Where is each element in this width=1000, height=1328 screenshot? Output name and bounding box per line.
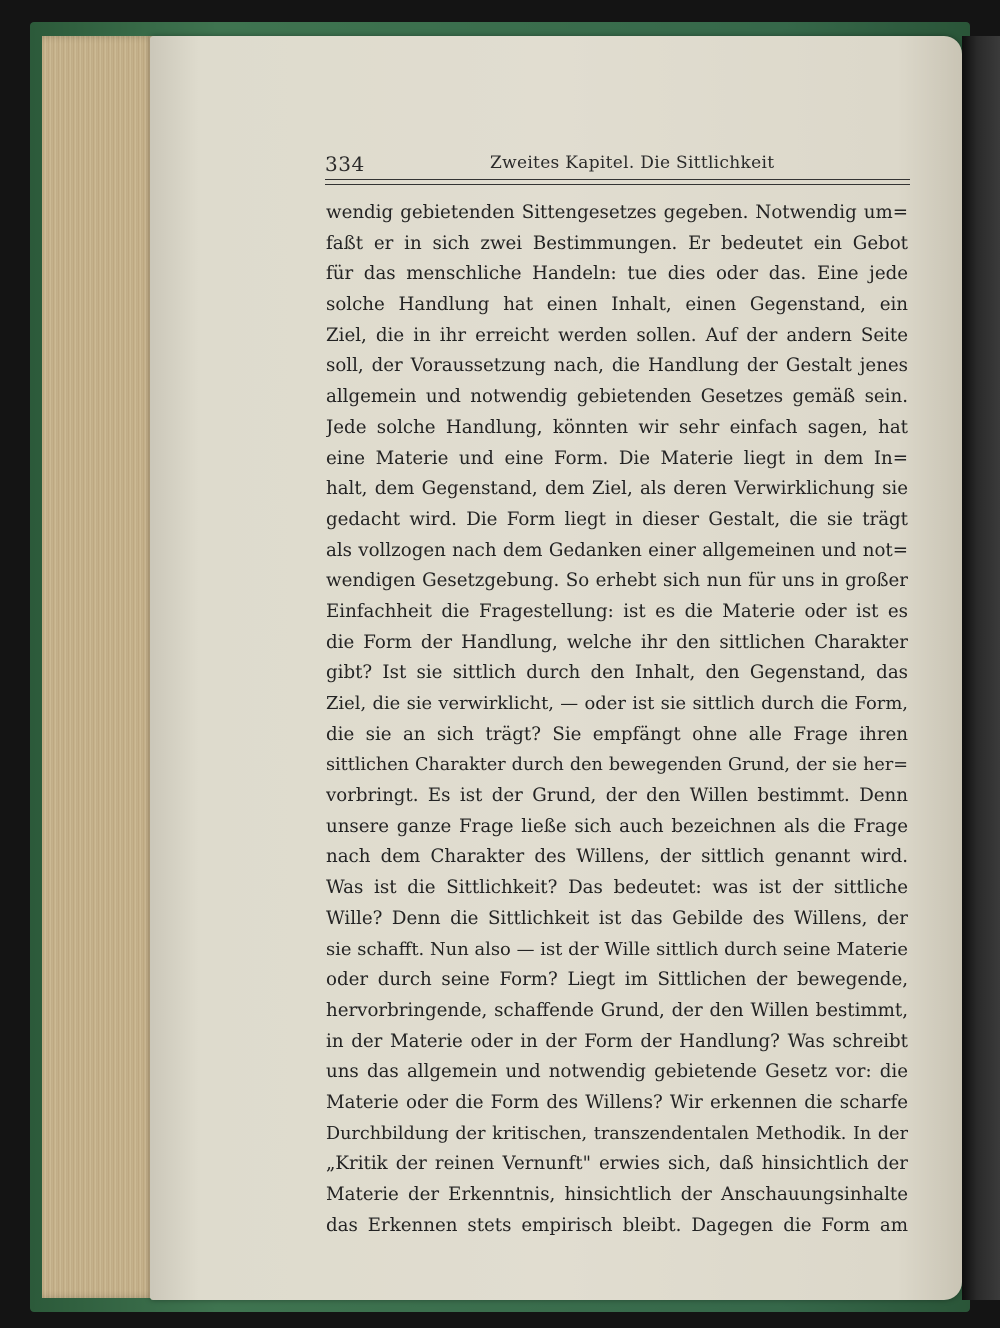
- text-line: vorbringt. Es ist der Grund, der den Willen bestimmt. Denn: [326, 785, 908, 807]
- text-line: hervorbringende, schaffende Grund, der den Willen bestimmt,: [326, 999, 908, 1021]
- text-line: Materie oder die Form des Willens? Wir erkennen die scharfe: [326, 1091, 908, 1113]
- text-line: Was ist die Sittlichkeit? Das bedeutet: was ist der sittliche: [326, 877, 908, 899]
- text-line: in der Materie oder in der Form der Handlung? Was schreibt: [326, 1030, 908, 1052]
- text-line: sittlichen Charakter durch den bewegenden Grund, der sie her=: [326, 755, 908, 776]
- text-line: faßt er in sich zwei Bestimmungen. Er bedeutet ein Gebot: [326, 232, 908, 254]
- text-line: halt, dem Gegenstand, dem Ziel, als deren Verwirklichung sie: [326, 478, 908, 500]
- text-line: Wille? Denn die Sittlichkeit ist das Gebilde des Willens, der: [326, 907, 908, 929]
- text-line: Ziel, die sie verwirklicht, — oder ist sie sittlich durch die Form,: [326, 693, 908, 714]
- text-line: nach dem Charakter des Willens, der sittlich genannt wird.: [326, 846, 908, 868]
- text-line: die sie an sich trägt? Sie empfängt ohne alle Frage ihren: [326, 723, 908, 745]
- text-line: solche Handlung hat einen Inhalt, einen Gegenstand, ein: [326, 294, 908, 316]
- page-number: 334: [325, 152, 365, 176]
- text-line: Durchbildung der kritischen, transzendentalen Methodik. In der: [326, 1123, 908, 1144]
- text-line: gedacht wird. Die Form liegt in dieser Gestalt, die sie trägt: [326, 508, 908, 530]
- body-text: [326, 198, 908, 1241]
- text-line: wendig gebietenden Sittengesetzes gegeben. Notwendig um=: [326, 202, 908, 223]
- text-line: Materie der Erkenntnis, hinsichtlich der Anschauungsinhalte: [326, 1184, 908, 1205]
- facing-page-shadow: [962, 36, 1000, 1300]
- text-line: Einfachheit die Fragestellung: ist es die Materie oder ist es: [326, 600, 908, 622]
- text-line: oder durch seine Form? Liegt im Sittlichen der bewegende,: [326, 969, 908, 991]
- text-line: unsere ganze Frage ließe sich auch bezeichnen als die Frage: [326, 815, 908, 837]
- text-line: sie schafft. Nun also — ist der Wille sittlich durch seine Materie: [326, 938, 908, 960]
- text-line: Jede solche Handlung, könnten wir sehr einfach sagen, hat: [326, 416, 908, 438]
- text-line: „Kritik der reinen Vernunft" erwies sich, daß hinsichtlich der: [326, 1153, 908, 1175]
- text-line: als vollzogen nach dem Gedanken einer allgemeinen und not=: [326, 539, 908, 561]
- running-head: Zweites Kapitel. Die Sittlichkeit: [490, 153, 775, 173]
- text-line: uns das allgemein und notwendig gebietende Gesetz vor: die: [326, 1061, 908, 1083]
- text-line: soll, der Voraussetzung nach, die Handlung der Gestalt jenes: [326, 355, 908, 377]
- text-line: für das menschliche Handeln: tue dies oder das. Eine jede: [326, 263, 908, 285]
- text-line: allgemein und notwendig gebietenden Gesetzes gemäß sein.: [326, 386, 908, 408]
- text-line: Ziel, die in ihr erreicht werden sollen. Auf der andern Seite: [326, 324, 908, 346]
- header-rule: [325, 179, 910, 185]
- text-line: die Form der Handlung, welche ihr den sittlichen Charakter: [326, 631, 908, 653]
- text-line: eine Materie und eine Form. Die Materie liegt in dem In=: [326, 447, 908, 469]
- text-line: wendigen Gesetzgebung. So erhebt sich nun für uns in großer: [326, 570, 908, 592]
- text-line: gibt? Ist sie sittlich durch den Inhalt, den Gegenstand, das: [326, 662, 908, 684]
- text-line: das Erkennen stets empirisch bleibt. Dagegen die Form am: [326, 1214, 908, 1236]
